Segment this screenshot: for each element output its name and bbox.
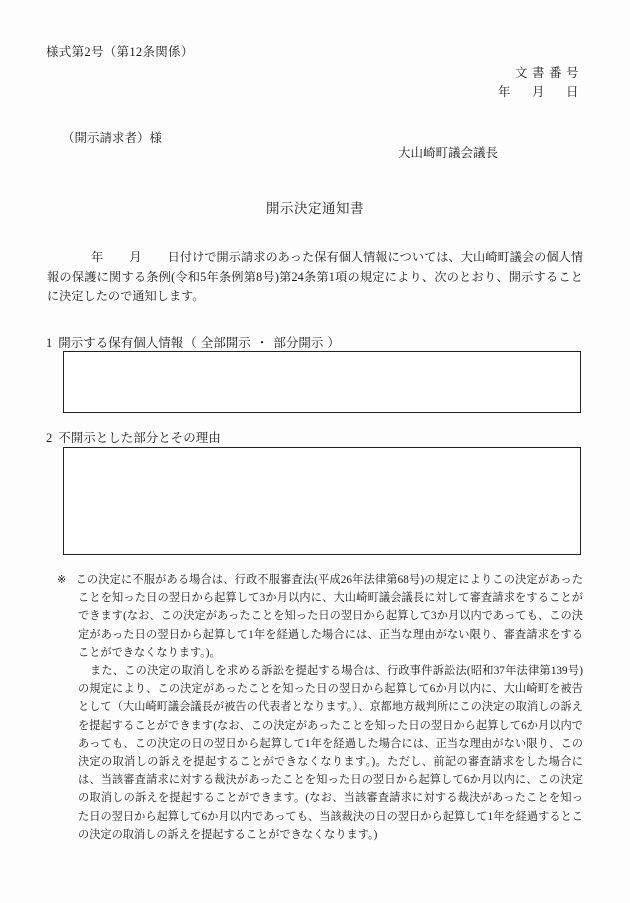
section-2-number: 2: [46, 431, 53, 445]
form-number: 様式第2号（第12条関係）: [46, 45, 194, 59]
issuer-line: 大山崎町議会議長: [398, 146, 499, 160]
section-1-label: 開示する保有個人情報: [58, 336, 184, 350]
section-1-paren-close: ）: [327, 336, 340, 350]
section-1-answer-box[interactable]: [63, 351, 581, 413]
option-partial-disclosure[interactable]: 部分開示: [273, 336, 324, 350]
document-number-block: [498, 64, 583, 102]
intro-paragraph: [47, 248, 583, 307]
intro-year-label: 年: [91, 250, 104, 264]
footnote-paragraph-2: また、この決定の取消しを求める訴訟を提起する場合は、行政事件訴訟法(昭和37年法律第139号)の規定により、この決定があったことを知った日の翌日から起算して6か月以内に、大山崎町を被告として（大山崎町議会議長が被告の代表者となります。）、京都地方裁判所にこの決定の取消しの訴えを提起することができます(なお、この決定があったことを知った日の翌日から起算して6か月以内であっても、この決定の日の翌日から起算して1年を経過した場合には、正当な理由がない限り、この決定の取消しの訴えを提起することができなくなります。)。ただし、前記の審査請求をした場合には、当該審査請求に対する裁決があったことを知った日の翌日から起算して6か月以内に、この決定の取消しの訴えを提起することができます。(なお、当該審査請求に対する裁決があったことを知った日の翌日から起算して6か月以内であっても、当該裁決の日の翌日から起算して1年を経過するとこの決定の取消しの訴えを提起することができなくなります。): [78, 665, 583, 841]
footnote-paragraph-1: [57, 571, 583, 662]
option-separator: ・: [255, 336, 269, 350]
footnote-mark: ※: [57, 574, 67, 586]
document-date-label: 年 月 日: [497, 85, 583, 99]
option-full-disclosure[interactable]: 全部開示: [200, 336, 251, 350]
section-2-label: 不開示とした部分とその理由: [58, 431, 221, 445]
intro-body-text: 日付けで開示請求のあった保有個人情報については、大山崎町議会の個人情報の保護に関する条例(令和5年条例第8号)第24条第1項の規定により、次のとおり、開示することに決定したので通知します。: [47, 250, 584, 303]
page-title: 開示決定通知書: [266, 201, 364, 216]
section-1-heading: [46, 333, 340, 351]
section-1-paren-open: （: [184, 336, 197, 350]
section-2-heading: [46, 428, 221, 446]
document-number-label: 文書番号: [514, 66, 583, 80]
section-1-number: 1: [46, 336, 53, 350]
intro-month-label: 月: [129, 250, 142, 264]
section-2-answer-box[interactable]: [63, 447, 581, 555]
recipient-line: （開示請求者）様: [62, 131, 163, 145]
footnote-block: [57, 571, 583, 844]
footnote-paragraph-1-text: この決定に不服がある場合は、行政不服審査法(平成26年法律第68号)の規定によりこの決定があったことを知った日の翌日から起算して3か月以内に、大山崎町議会議長に対して審査請求をすることができます(なお、この決定があったことを知った日の翌日から起算して3か月以内であっても、この決定があった日の翌日から起算して1年を経過した場合には、正当な理由がない限り、審査請求をすることができなくなります。)。: [75, 574, 584, 659]
